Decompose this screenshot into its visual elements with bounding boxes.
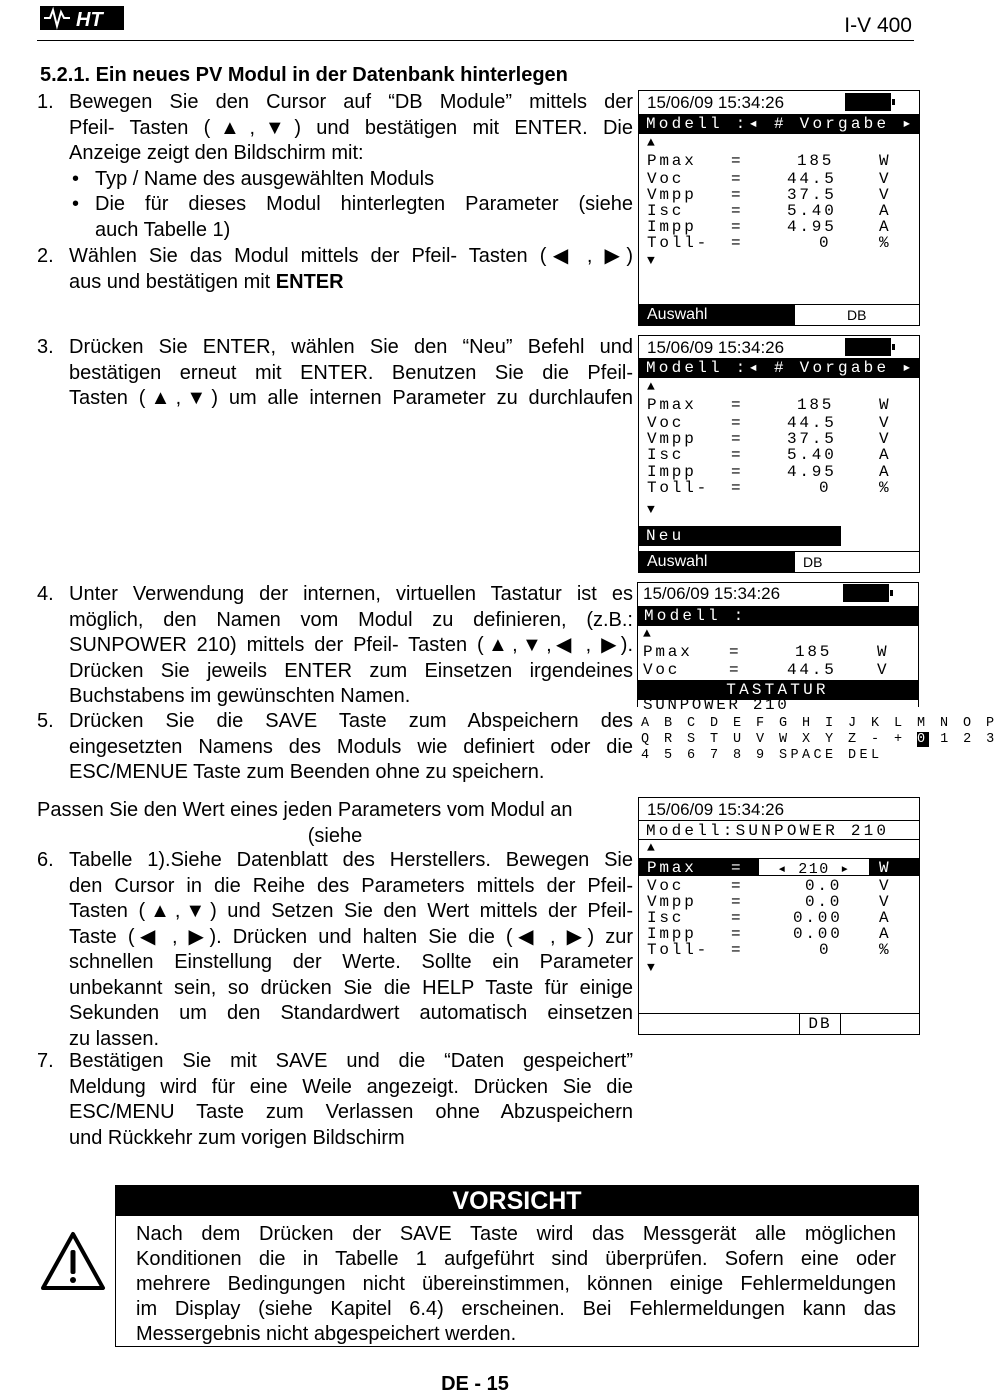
step-body — [69, 1049, 633, 1151]
bullet-list — [69, 167, 633, 244]
lcd-screen-4: 15/06/09 15:34:26 Modell:SUNPOWER 210 ▲ Pmax = ◂ 210 ▸ W Voc = 0.0 V Vmpp = 0.0 V Isc = 0.00 A Impp = 0.00 A Toll- = 0 % ▼ DB — [638, 797, 920, 1035]
step-number: 4. — [37, 583, 54, 605]
select-softkey[interactable]: Auswahl — [639, 305, 795, 325]
up-arrow-icon: ▲ — [647, 135, 655, 150]
step-body — [69, 848, 633, 1052]
caution-title: VORSICHT — [116, 1186, 918, 1216]
step-number: 7. — [37, 1050, 54, 1072]
timestamp: 15/06/09 15:34:26 — [647, 93, 785, 112]
text-line: Bewegen Sie den Cursor auf “DB Module” mittels der — [69, 91, 633, 113]
lcd-screen-1: 15/06/09 15:34:26 Modell :◂ # Vorgabe ▸ ▲ Pmax = 185 W Voc = 44.5 V Vmpp = 37.5 V Isc = 5.40 A Impp = 4.95 A Toll- = 0 % ▼ Auswahl DB — [638, 90, 920, 326]
text-line: schnellen Einstellung der Werte. Sollte ein Parameter — [69, 951, 633, 973]
model-bar: Modell :◂ # Vorgabe ▸ — [639, 114, 919, 134]
ht-logo — [40, 4, 126, 32]
lcd-footer — [639, 304, 919, 325]
keyboard-row[interactable]: A B C D E F G H I J K L M N O P — [641, 716, 998, 731]
step-body — [69, 582, 633, 710]
text-line: Unter Verwendung der internen, virtuellen Tastatur ist es — [69, 583, 633, 605]
intro-paragraph: Passen Sie den Wert eines jeden Parameters vom Modul an (siehe — [37, 799, 573, 847]
text-line: Bestätigen Sie mit SAVE und die “Daten gespeichert” — [69, 1050, 633, 1072]
step-body — [69, 244, 633, 295]
lcd-footer — [639, 551, 919, 572]
model-bar: Modell : — [637, 606, 918, 626]
text-line: Taste (◀ , ▶). Drücken und halten Sie die (◀ , ▶) zur — [69, 925, 633, 948]
text-line: Drücken Sie ENTER, wählen Sie den “Neu” Befehl und — [69, 336, 633, 358]
up-arrow-icon: ▲ — [643, 626, 651, 641]
model-bar: Modell :◂ # Vorgabe ▸ — [639, 358, 919, 378]
lcd-screen-2: 15/06/09 15:34:26 Modell :◂ # Vorgabe ▸ ▲ Pmax = 185 W Voc = 44.5 V Vmpp = 37.5 V Isc = 5.40 A Impp = 4.95 A Toll- = 0 % ▼ Neu Auswahl DB — [638, 335, 920, 573]
text-line: SUNPOWER 210) mittels der Pfeil- Tasten (▲,▼,◀ , ▶). — [69, 634, 633, 656]
lcd-screen-3: 15/06/09 15:34:26 Modell : ▲ Pmax = 185 W Voc = 44.5 V TASTATUR SUNPOWER 210 A B C D E F G H I J K L M N O P Q R S T U V W X Y Z - + 0 1 2 3 4 5 6 7 8 9 SPACE DEL — [637, 582, 918, 772]
text-line: Drücken Sie die SAVE Taste zum Abspeichern des — [69, 710, 633, 732]
text-line: Pfeil- Tasten (▲,▼) und bestätigen mit ENTER. Die — [69, 116, 633, 139]
value-editor: ◂ 210 ▸ — [759, 859, 869, 875]
text-line: aus und bestätigen mit ENTER — [69, 270, 344, 293]
model-label: I-V 400 — [844, 14, 912, 37]
battery-icon — [845, 93, 891, 111]
text-line: Anzeige zeigt den Bildschirm mit: — [69, 142, 364, 164]
page-number: DE - 15 — [441, 1373, 509, 1395]
text-line: ESC/MENU Taste zum Verlassen ohne Abzuspeichern — [69, 1101, 633, 1123]
battery-icon — [845, 338, 891, 356]
selected-row[interactable]: Pmax = ◂ 210 ▸ W — [639, 858, 919, 876]
text-line: Meldung wird für eine Weile angezeigt. Drücken Sie die — [69, 1075, 633, 1098]
db-softkey[interactable]: DB — [803, 554, 823, 570]
text-line: Sekunden um den Standardwert automatisch einsetzen — [69, 1002, 633, 1024]
step-number: 6. — [37, 849, 54, 871]
step-body — [69, 90, 633, 243]
text-line: unbekannt sein, so drücken Sie die HELP Taste für einige — [69, 976, 633, 999]
text-line: bestätigen erneut mit ENTER. Benutzen Sie die Pfeil- — [69, 361, 633, 384]
db-softkey[interactable]: DB — [847, 307, 867, 323]
caution-box — [115, 1185, 919, 1347]
db-softkey[interactable]: DB — [799, 1014, 841, 1034]
name-entry[interactable]: SUNPOWER 210 — [643, 696, 790, 714]
lcd-footer — [639, 1013, 919, 1034]
text-line: Buchstabens im gewünschten Namen. — [69, 685, 411, 707]
down-arrow-icon: ▼ — [647, 502, 655, 517]
keyboard-title: TASTATUR — [637, 680, 918, 700]
logo-text: HT — [76, 9, 103, 31]
text-line: zu lassen. — [69, 1027, 160, 1050]
text-line: Nach dem Drücken der SAVE Taste wird das Messgerät alle möglichen — [136, 1223, 896, 1245]
text-line: Messergebnis nicht abgespeichert werden. — [136, 1323, 517, 1345]
up-arrow-icon: ▲ — [647, 840, 655, 855]
step-number: 5. — [37, 710, 54, 732]
text-line: und Rückkehr zum vorigen Bildschirm — [69, 1126, 405, 1149]
text-line: möglich, den Namen vom Modul zu definieren, (z.B.: — [69, 608, 633, 631]
new-option[interactable]: Neu — [639, 526, 841, 546]
section-title: 5.2.1. Ein neues PV Modul in der Datenbank hinterlegen — [40, 64, 568, 86]
battery-icon — [843, 584, 889, 602]
text-line: Tasten (▲,▼) um alle internen Parameter zu durchlaufen — [69, 387, 633, 409]
step-number: 3. — [37, 336, 54, 358]
down-arrow-icon: ▼ — [647, 253, 655, 268]
bullet-item: • Die für dieses Modul hinterlegten Parameter (siehe auch Tabelle 1) — [69, 192, 633, 243]
text-line: ESC/MENUE Taste zum Beenden ohne zu speichern. — [69, 761, 545, 783]
model-bar: Modell:SUNPOWER 210 — [639, 820, 919, 840]
up-arrow-icon: ▲ — [647, 379, 655, 394]
step-number: 1. — [37, 91, 54, 113]
text-line: Tasten (▲,▼) und Setzen Sie den Wert mittels der Pfeil- — [69, 900, 633, 922]
timestamp: 15/06/09 15:34:26 — [647, 338, 785, 357]
header-rule — [37, 40, 914, 41]
step-number: 2. — [37, 245, 54, 267]
caution-text — [136, 1222, 896, 1347]
keyboard-row[interactable]: 4 5 6 7 8 9 SPACE DEL — [641, 748, 883, 763]
bullet-item: • Typ / Name des ausgewählten Moduls — [69, 167, 633, 193]
text-line: mehrere Bedingungen nicht übereinstimmen, können einige Fehlermeldungen — [136, 1273, 896, 1295]
text-line: Tabelle 1).Siehe Datenblatt des Herstellers. Bewegen Sie — [69, 849, 633, 871]
text-line: Konditionen die in Tabelle 1 aufgeführt sind überprüfen. Sofern eine oder — [136, 1248, 896, 1270]
down-arrow-icon: ▼ — [647, 960, 655, 975]
warning-icon — [40, 1230, 106, 1292]
text-line: den Cursor in die Reihe des Parameters mittels der Pfeil- — [69, 874, 633, 897]
select-softkey[interactable]: Auswahl — [639, 552, 795, 572]
selected-key: 0 — [917, 732, 929, 747]
timestamp: 15/06/09 15:34:26 — [647, 800, 785, 819]
text-line: im Display (siehe Kapitel 6.4) erscheinen. Bei Fehlermeldungen kann das — [136, 1298, 896, 1320]
timestamp: 15/06/09 15:34:26 — [643, 584, 781, 603]
text-line: Wählen Sie das Modul mittels der Pfeil- Tasten (◀ , ▶) — [69, 245, 633, 267]
text-line: eingesetzten Namens des Moduls wie definiert oder die — [69, 735, 633, 758]
keyboard-row[interactable]: Q R S T U V W X Y Z - + 0 1 2 3 — [641, 732, 998, 747]
text-line: Drücken Sie jeweils ENTER zum Einsetzen irgendeines — [69, 659, 633, 682]
step-body — [69, 335, 633, 412]
step-body — [69, 709, 633, 786]
